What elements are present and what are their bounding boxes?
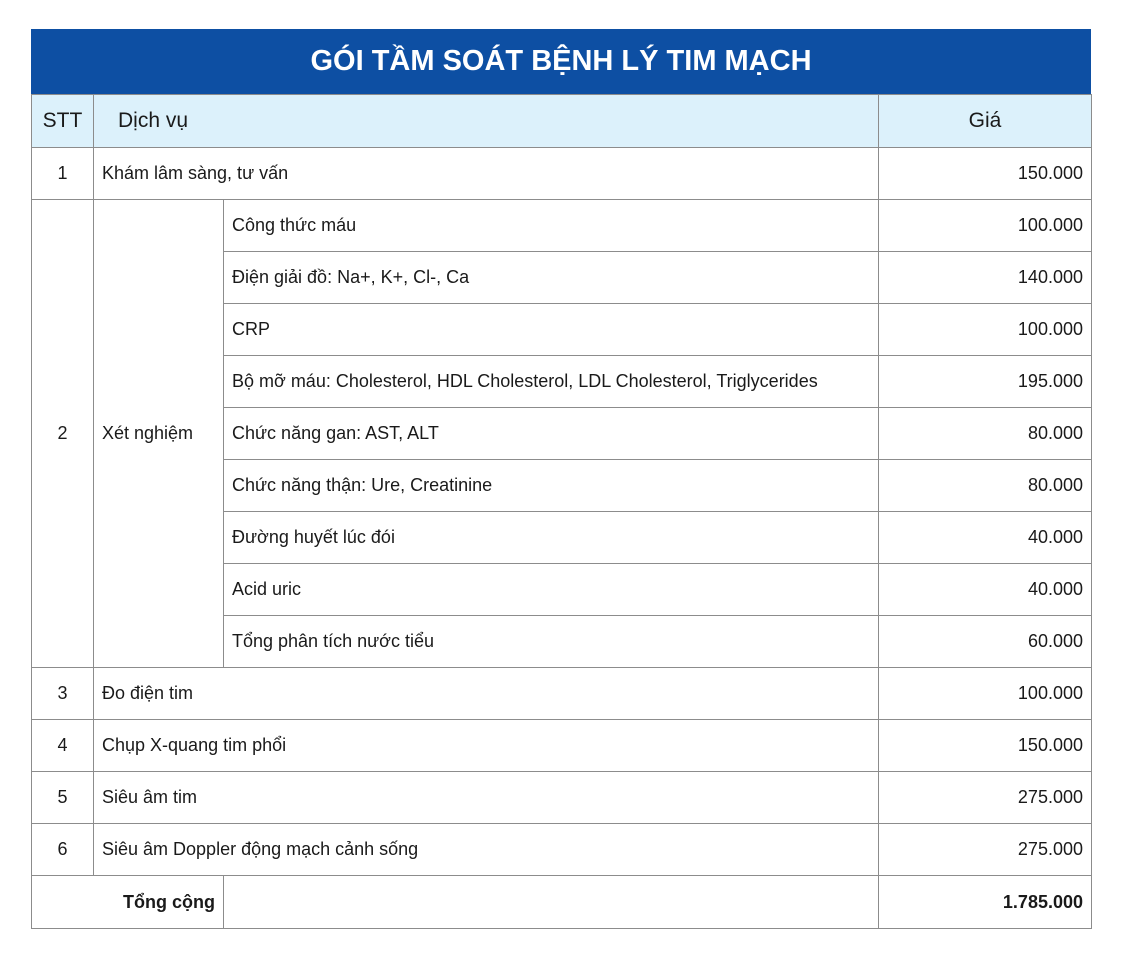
test-item-name: Bộ mỡ máu: Cholesterol, HDL Cholesterol, LDL Cholesterol, Triglycerides <box>224 356 879 408</box>
test-item-price: 40.000 <box>879 564 1092 616</box>
header-price: Giá <box>879 95 1092 148</box>
row-stt: 4 <box>32 720 94 772</box>
test-item-name: Đường huyết lúc đói <box>224 512 879 564</box>
row-price: 275.000 <box>879 772 1092 824</box>
total-spacer <box>224 876 879 929</box>
row-service: Khám lâm sàng, tư vấn <box>94 148 879 200</box>
test-item-name: Acid uric <box>224 564 879 616</box>
test-item-price: 80.000 <box>879 460 1092 512</box>
table-row <box>32 148 1092 200</box>
test-item-price: 80.000 <box>879 408 1092 460</box>
row-service: Siêu âm tim <box>94 772 879 824</box>
row-stt: 2 <box>32 200 94 668</box>
test-item-price: 100.000 <box>879 304 1092 356</box>
table-row <box>32 668 1092 720</box>
row-service: Đo điện tim <box>94 668 879 720</box>
test-item-name: Chức năng gan: AST, ALT <box>224 408 879 460</box>
header-row <box>32 95 1092 148</box>
row-price: 275.000 <box>879 824 1092 876</box>
test-item-price: 60.000 <box>879 616 1092 668</box>
header-service: Dịch vụ <box>94 95 879 148</box>
test-item-name: Chức năng thận: Ure, Creatinine <box>224 460 879 512</box>
total-row <box>32 876 1092 929</box>
row-price: 150.000 <box>879 720 1092 772</box>
page-title: GÓI TẦM SOÁT BỆNH LÝ TIM MẠCH <box>31 29 1091 94</box>
test-item-price: 100.000 <box>879 200 1092 252</box>
row-stt: 5 <box>32 772 94 824</box>
test-item-price: 140.000 <box>879 252 1092 304</box>
row-service: Xét nghiệm <box>94 200 224 668</box>
header-stt: STT <box>32 95 94 148</box>
table-row <box>32 824 1092 876</box>
test-item-name: Công thức máu <box>224 200 879 252</box>
test-item-name: CRP <box>224 304 879 356</box>
row-price: 100.000 <box>879 668 1092 720</box>
test-item-price: 40.000 <box>879 512 1092 564</box>
table-row <box>32 772 1092 824</box>
row-service: Chụp X-quang tim phổi <box>94 720 879 772</box>
row-stt: 3 <box>32 668 94 720</box>
test-item-name: Tổng phân tích nước tiểu <box>224 616 879 668</box>
total-label: Tổng cộng <box>32 876 224 929</box>
row-price: 150.000 <box>879 148 1092 200</box>
table-row <box>32 200 1092 252</box>
price-sheet <box>31 29 1091 929</box>
test-item-name: Điện giải đồ: Na+, K+, Cl-, Ca <box>224 252 879 304</box>
table-row <box>32 720 1092 772</box>
row-stt: 1 <box>32 148 94 200</box>
total-price: 1.785.000 <box>879 876 1092 929</box>
test-item-price: 195.000 <box>879 356 1092 408</box>
row-stt: 6 <box>32 824 94 876</box>
price-table <box>31 94 1092 929</box>
row-service: Siêu âm Doppler động mạch cảnh sống <box>94 824 879 876</box>
